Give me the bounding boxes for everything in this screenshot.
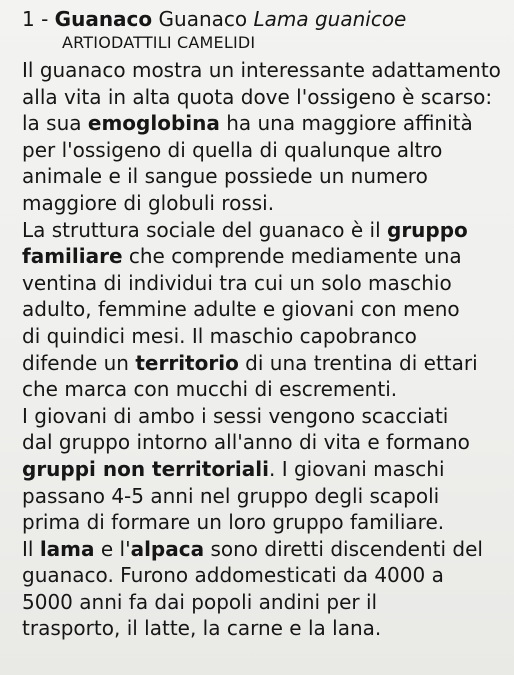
text-segment: di una trentina di ettari [238, 350, 478, 375]
text-line [22, 110, 506, 137]
text-line [22, 350, 506, 377]
bold-term: emoglobina [87, 111, 220, 136]
text-line [22, 403, 506, 430]
bold-term: familiare [22, 244, 123, 269]
text-line [22, 429, 506, 456]
text-segment: che comprende mediamente una [122, 244, 462, 269]
text-segment: guanaco. Furono addomesticati da 4000 a [22, 563, 444, 588]
description-paragraph [22, 536, 506, 642]
text-line [22, 296, 506, 323]
text-line [22, 84, 506, 111]
scientific-name: Lama guanicoe [253, 7, 407, 31]
text-segment: 5000 anni fa dai popoli andini per il [22, 589, 378, 614]
text-segment: ha una maggiore affinità [219, 111, 473, 136]
text-line [22, 509, 506, 536]
text-line [22, 483, 506, 510]
text-line [22, 456, 506, 483]
description-paragraph [22, 57, 506, 217]
text-segment: per l'ossigeno di quella di qualunque altro [22, 137, 443, 162]
text-segment: maggiore di globuli rossi. [22, 190, 275, 215]
bold-term: gruppi non territoriali [22, 456, 269, 481]
text-segment: Il guanaco mostra un interessante adattamento [22, 58, 501, 82]
text-line [22, 589, 506, 616]
text-segment: passano 4-5 anni nel gruppo degli scapoli [22, 483, 440, 508]
text-segment: . I giovani maschi [268, 456, 445, 481]
text-segment: ventina di individui tra cui un solo maschio [22, 270, 452, 295]
text-segment: di quindici mesi. Il maschio capobranco [22, 323, 417, 348]
text-segment: e l' [94, 536, 131, 561]
text-line [22, 536, 506, 563]
text-line [22, 562, 506, 589]
text-segment: adulto, femmine adulte e giovani con meno [22, 297, 460, 322]
text-segment: La struttura sociale del guanaco è il [22, 217, 387, 242]
text-segment: alla vita in alta quota dove l'ossigeno è scarso: [22, 84, 493, 109]
species-heading [22, 6, 506, 33]
text-line [22, 137, 506, 164]
text-segment: dal gruppo intorno all'anno di vita e formano [22, 430, 470, 455]
text-segment: trasporto, il latte, la carne e la lana. [22, 616, 382, 641]
text-line [22, 217, 506, 244]
description-paragraph [22, 403, 506, 536]
bold-term: alpaca [130, 536, 205, 561]
bold-term: gruppo [387, 217, 468, 242]
text-segment: animale e il sangue possiede un numero [22, 164, 428, 189]
bold-term: territorio [135, 350, 239, 375]
text-line [22, 57, 506, 84]
text-segment: che marca con mucchi di escrementi. [22, 377, 398, 402]
bold-term: lama [39, 536, 95, 561]
text-line [22, 190, 506, 217]
text-segment: difende un [22, 350, 136, 375]
text-line [22, 615, 506, 642]
common-name: Guanaco [158, 7, 248, 31]
text-segment: I giovani di ambo i sessi vengono scacciati [22, 403, 449, 428]
description-text [22, 57, 506, 642]
description-paragraph [22, 217, 506, 403]
text-segment: la sua [22, 111, 88, 136]
text-segment: prima di formare un loro gruppo familiare. [22, 510, 445, 535]
text-line [22, 270, 506, 297]
text-line [22, 243, 506, 270]
text-segment: sono diretti discendenti del [204, 536, 483, 561]
text-line [22, 323, 506, 350]
text-line [22, 376, 506, 403]
entry-number: 1 - [22, 7, 49, 31]
common-name-bold: Guanaco [54, 7, 153, 31]
taxonomic-category: ARTIODATTILI CAMELIDI [62, 33, 256, 52]
text-line [22, 163, 506, 190]
text-segment: Il [22, 536, 40, 561]
